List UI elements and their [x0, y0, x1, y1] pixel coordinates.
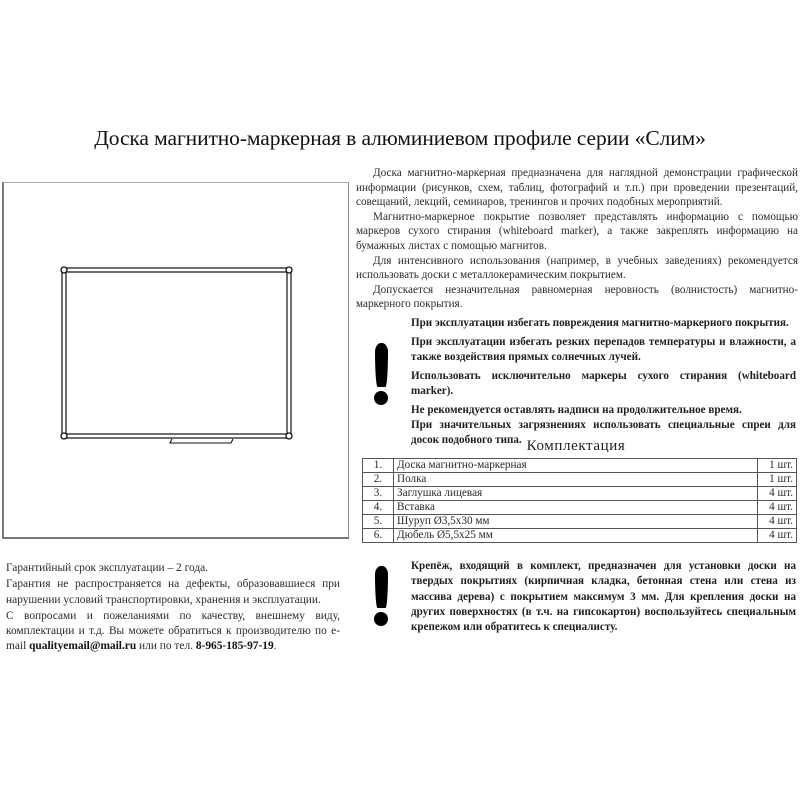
table-row [363, 487, 797, 501]
row-number: 5. [363, 515, 394, 529]
warning-item: При значительных загрязнениях использовать специальные спреи для досок подобного типа. [411, 419, 796, 446]
contact-text: С вопросами и пожеланиями по качеству, внешнему виду, комплектации и т.д. Вы можете обратиться к производителю по e-mail [6, 609, 340, 653]
warranty-info [6, 561, 340, 656]
contact-phone: 8-965-185-97-19 [195, 640, 274, 653]
intro-paragraph: Для интенсивного использования (например, в учебных заведениях) рекомендуется использовать доски с металлокерамическим покрытием. [356, 254, 798, 282]
usage-warnings [411, 316, 796, 448]
document-title: Доска магнитно-маркерная в алюминиевом профиле серии «Слим» [94, 126, 706, 150]
intro-text [356, 166, 798, 312]
warning-item: Не рекомендуется оставлять надписи на продолжительное время. [411, 404, 742, 416]
row-quantity: 4 шт. [758, 501, 797, 515]
row-item: Доска магнитно-маркерная [394, 459, 758, 473]
row-quantity: 1 шт. [758, 459, 797, 473]
row-item: Вставка [394, 501, 758, 515]
exclamation-icon [370, 343, 392, 405]
contact-text: . [273, 640, 277, 653]
row-item: Дюбель Ø5,5x25 мм [394, 529, 758, 543]
warranty-exclusion: Гарантия не распространяется на дефекты, образовавшиеся при нарушении условий транспортировки, хранения и эксплуатации. [6, 578, 340, 606]
row-number: 3. [363, 487, 394, 501]
mounting-warning: Крепёж, входящий в комплект, предназначен для установки доски на твердых покрытиях (кирпичная кладка, бетонная стена или стена из массива дерева) с покрытием максимум 3 мм. Для крепления доски на других поверхностях (в т.ч. на гипсокартон) воспользуйтесь специальным крепежом или обратитесь к специалисту. [411, 560, 796, 634]
table-row [363, 529, 797, 543]
whiteboard-illustration-frame [2, 182, 349, 539]
row-item: Заглушка лицевая [394, 487, 758, 501]
table-row [363, 459, 797, 473]
row-number: 6. [363, 529, 394, 543]
table-row [363, 515, 797, 529]
exclamation-icon [370, 566, 392, 626]
warranty-contact [6, 609, 340, 655]
row-item: Шуруп Ø3,5x30 мм [394, 515, 758, 529]
row-number: 1. [363, 459, 394, 473]
whiteboard-drawing [4, 183, 348, 537]
row-number: 4. [363, 501, 394, 515]
contact-email: qualityemail@mail.ru [29, 640, 137, 653]
warning-item: При эксплуатации избегать повреждения магнитно-маркерного покрытия. [411, 317, 789, 329]
contact-text: или по тел. [136, 640, 196, 653]
kit-heading: Комплектация [526, 438, 626, 454]
table-row [363, 473, 797, 487]
row-quantity: 4 шт. [758, 529, 797, 543]
row-item: Полка [394, 473, 758, 487]
intro-paragraph: Доска магнитно-маркерная предназначена для наглядной демонстрации графической информации (рисунков, схем, таблиц, фотографий и т.п.) при проведении презентаций, совещаний, лекций, семинаров, тренингов и прочих подобных мероприятий. [356, 167, 798, 209]
intro-paragraph: Магнитно-маркерное покрытие позволяет представлять информацию с помощью маркеров сухого стирания (whiteboard marker), а также закреплять информацию на бумажных листах с помощью магнитов. [356, 210, 798, 252]
table-row [363, 501, 797, 515]
row-quantity: 4 шт. [758, 515, 797, 529]
row-number: 2. [363, 473, 394, 487]
warranty-term: Гарантийный срок эксплуатации – 2 года. [6, 562, 209, 574]
warning-item: Использовать исключительно маркеры сухого стирания (whiteboard marker). [411, 370, 796, 397]
row-quantity: 4 шт. [758, 487, 797, 501]
intro-paragraph: Допускается незначительная равномерная неровность (волнистость) магнитно-маркерного покрытия. [356, 283, 798, 311]
warning-item: При эксплуатации избегать резких перепадов температуры и влажности, а также воздействия прямых солнечных лучей. [411, 336, 796, 363]
kit-table [362, 458, 797, 543]
row-quantity: 1 шт. [758, 473, 797, 487]
